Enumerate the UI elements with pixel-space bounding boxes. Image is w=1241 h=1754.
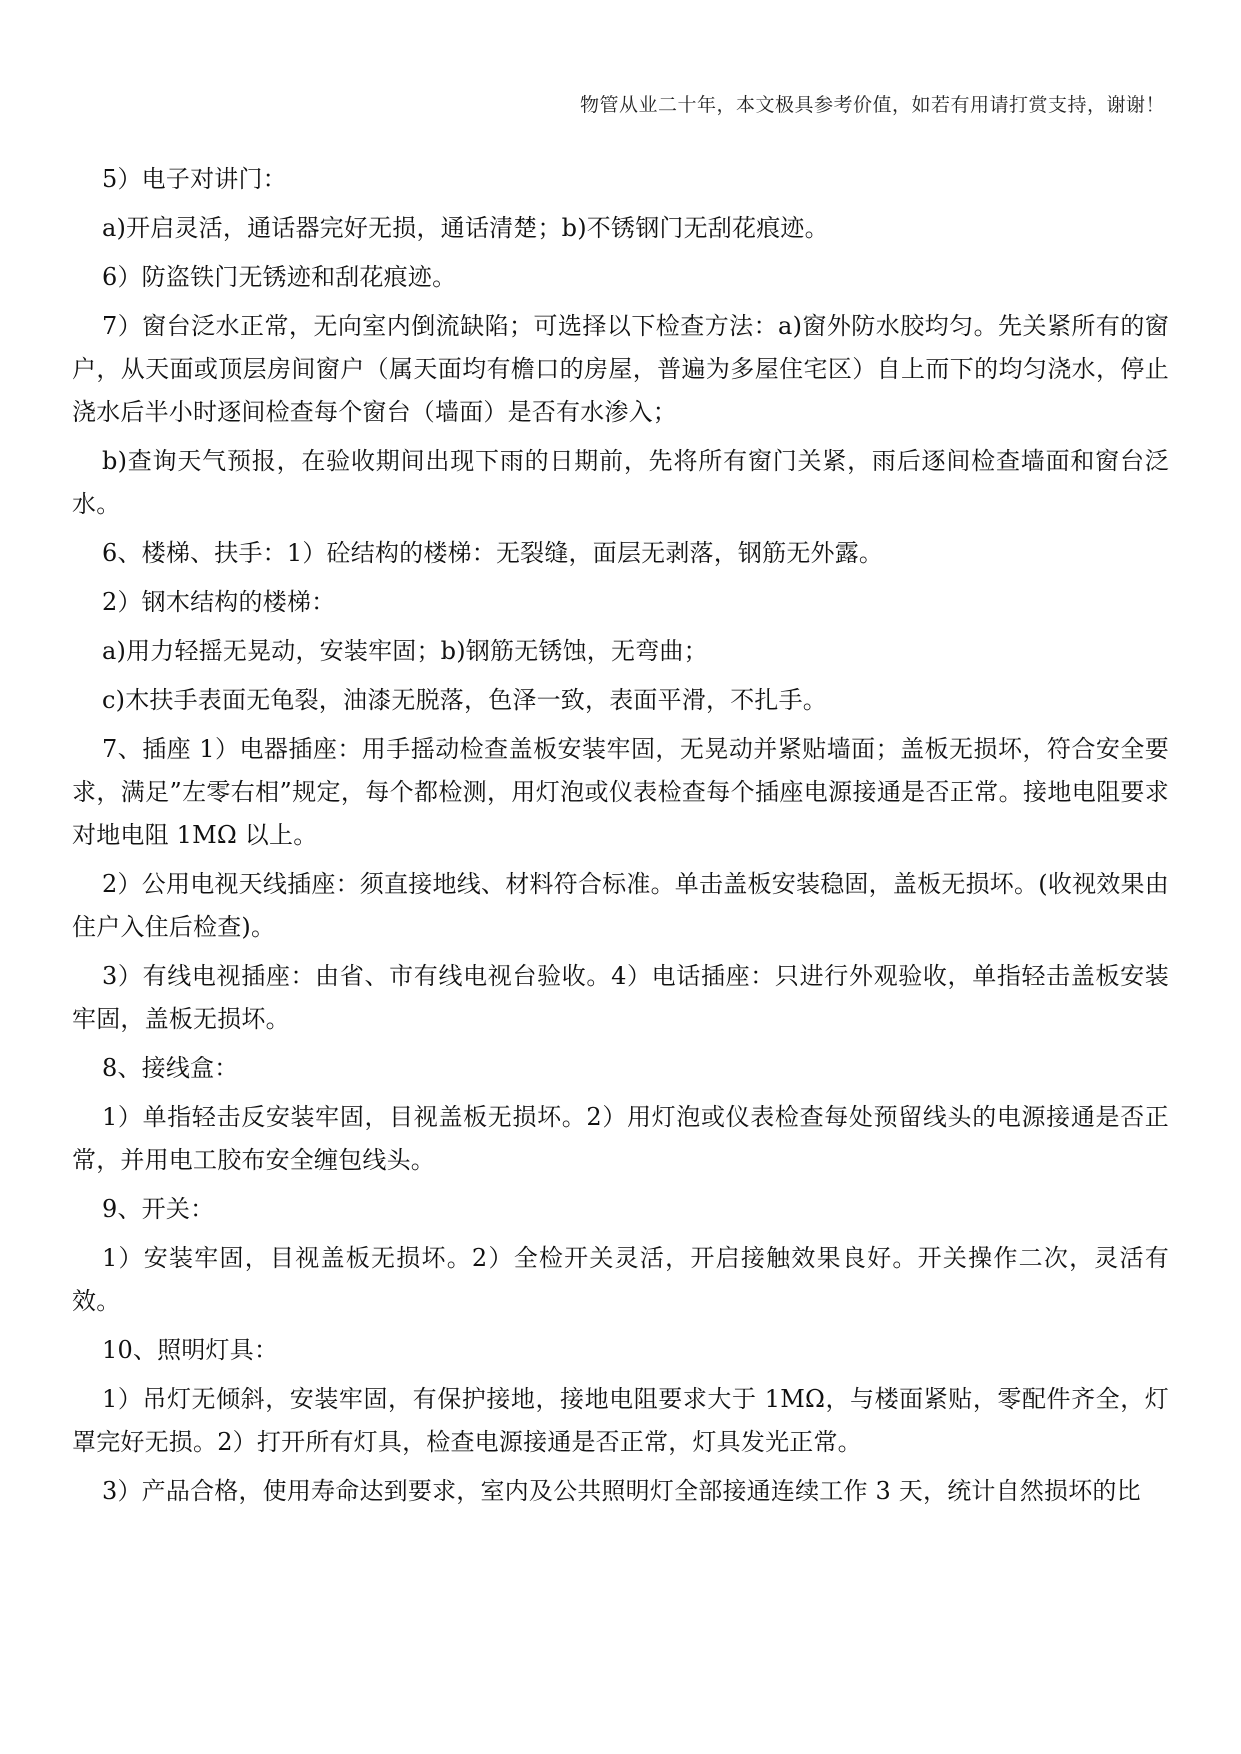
paragraph: 7、插座 1）电器插座：用手摇动检查盖板安装牢固，无晃动并紧贴墙面；盖板无损坏，符合安全要求，满足”左零右相”规定，每个都检测，用灯泡或仪表检查每个插座电源接通是否正常。接地电阻要求对地电阻 1MΩ 以上。 bbox=[72, 735, 1169, 849]
paragraph: a)用力轻摇无晃动，安装牢固；b)钢筋无锈蚀，无弯曲； bbox=[102, 637, 708, 665]
paragraph: b)查询天气预报，在验收期间出现下雨的日期前，先将所有窗门关紧，雨后逐间检查墙面和窗台泛水。 bbox=[72, 447, 1169, 518]
paragraph: 5）电子对讲门： bbox=[102, 165, 287, 193]
paragraph: 3）产品合格，使用寿命达到要求，室内及公共照明灯全部接通连续工作 3 天，统计自然损坏的比 bbox=[102, 1477, 1141, 1505]
paragraph: 9、开关： bbox=[102, 1195, 215, 1223]
document-body bbox=[72, 158, 1169, 1519]
paragraph: 7）窗台泛水正常，无向室内倒流缺陷；可选择以下检查方法：a)窗外防水胶均匀。先关紧所有的窗户，从天面或顶层房间窗户（属天面均有檐口的房屋，普遍为多屋住宅区）自上而下的均匀浇水，停止浇水后半小时逐间检查每个窗台（墙面）是否有水渗入； bbox=[72, 312, 1169, 426]
paragraph: a)开启灵活，通话器完好无损，通话清楚；b)不锈钢门无刮花痕迹。 bbox=[102, 214, 829, 242]
paragraph: 10、照明灯具： bbox=[102, 1336, 279, 1364]
paragraph: 6）防盗铁门无锈迹和刮花痕迹。 bbox=[102, 263, 457, 291]
paragraph: 1）单指轻击反安装牢固，目视盖板无损坏。2）用灯泡或仪表检查每处预留线头的电源接通是否正常，并用电工胶布安全缠包线头。 bbox=[72, 1103, 1169, 1174]
paragraph: 2）钢木结构的楼梯： bbox=[102, 588, 336, 616]
paragraph: 1）安装牢固，目视盖板无损坏。2）全检开关灵活，开启接触效果良好。开关操作二次，灵活有效。 bbox=[72, 1244, 1169, 1315]
paragraph: 3）有线电视插座：由省、市有线电视台验收。4）电话插座：只进行外观验收，单指轻击盖板安装牢固，盖板无损坏。 bbox=[72, 962, 1169, 1033]
paragraph: 8、接线盒： bbox=[102, 1054, 239, 1082]
paragraph: 1）吊灯无倾斜，安装牢固，有保护接地，接地电阻要求大于 1MΩ，与楼面紧贴，零配件齐全，灯罩完好无损。2）打开所有灯具，检查电源接通是否正常，灯具发光正常。 bbox=[72, 1385, 1169, 1456]
paragraph: 2）公用电视天线插座：须直接地线、材料符合标准。单击盖板安装稳固，盖板无损坏。(收视效果由住户入住后检查)。 bbox=[72, 870, 1169, 941]
paragraph: c)木扶手表面无龟裂，油漆无脱落，色泽一致，表面平滑，不扎手。 bbox=[102, 686, 828, 714]
header-note: 物管从业二十年，本文极具参考价值，如若有用请打赏支持，谢谢！ bbox=[579, 94, 1165, 116]
paragraph: 6、楼梯、扶手：1）砼结构的楼梯：无裂缝，面层无剥落，钢筋无外露。 bbox=[102, 539, 884, 567]
